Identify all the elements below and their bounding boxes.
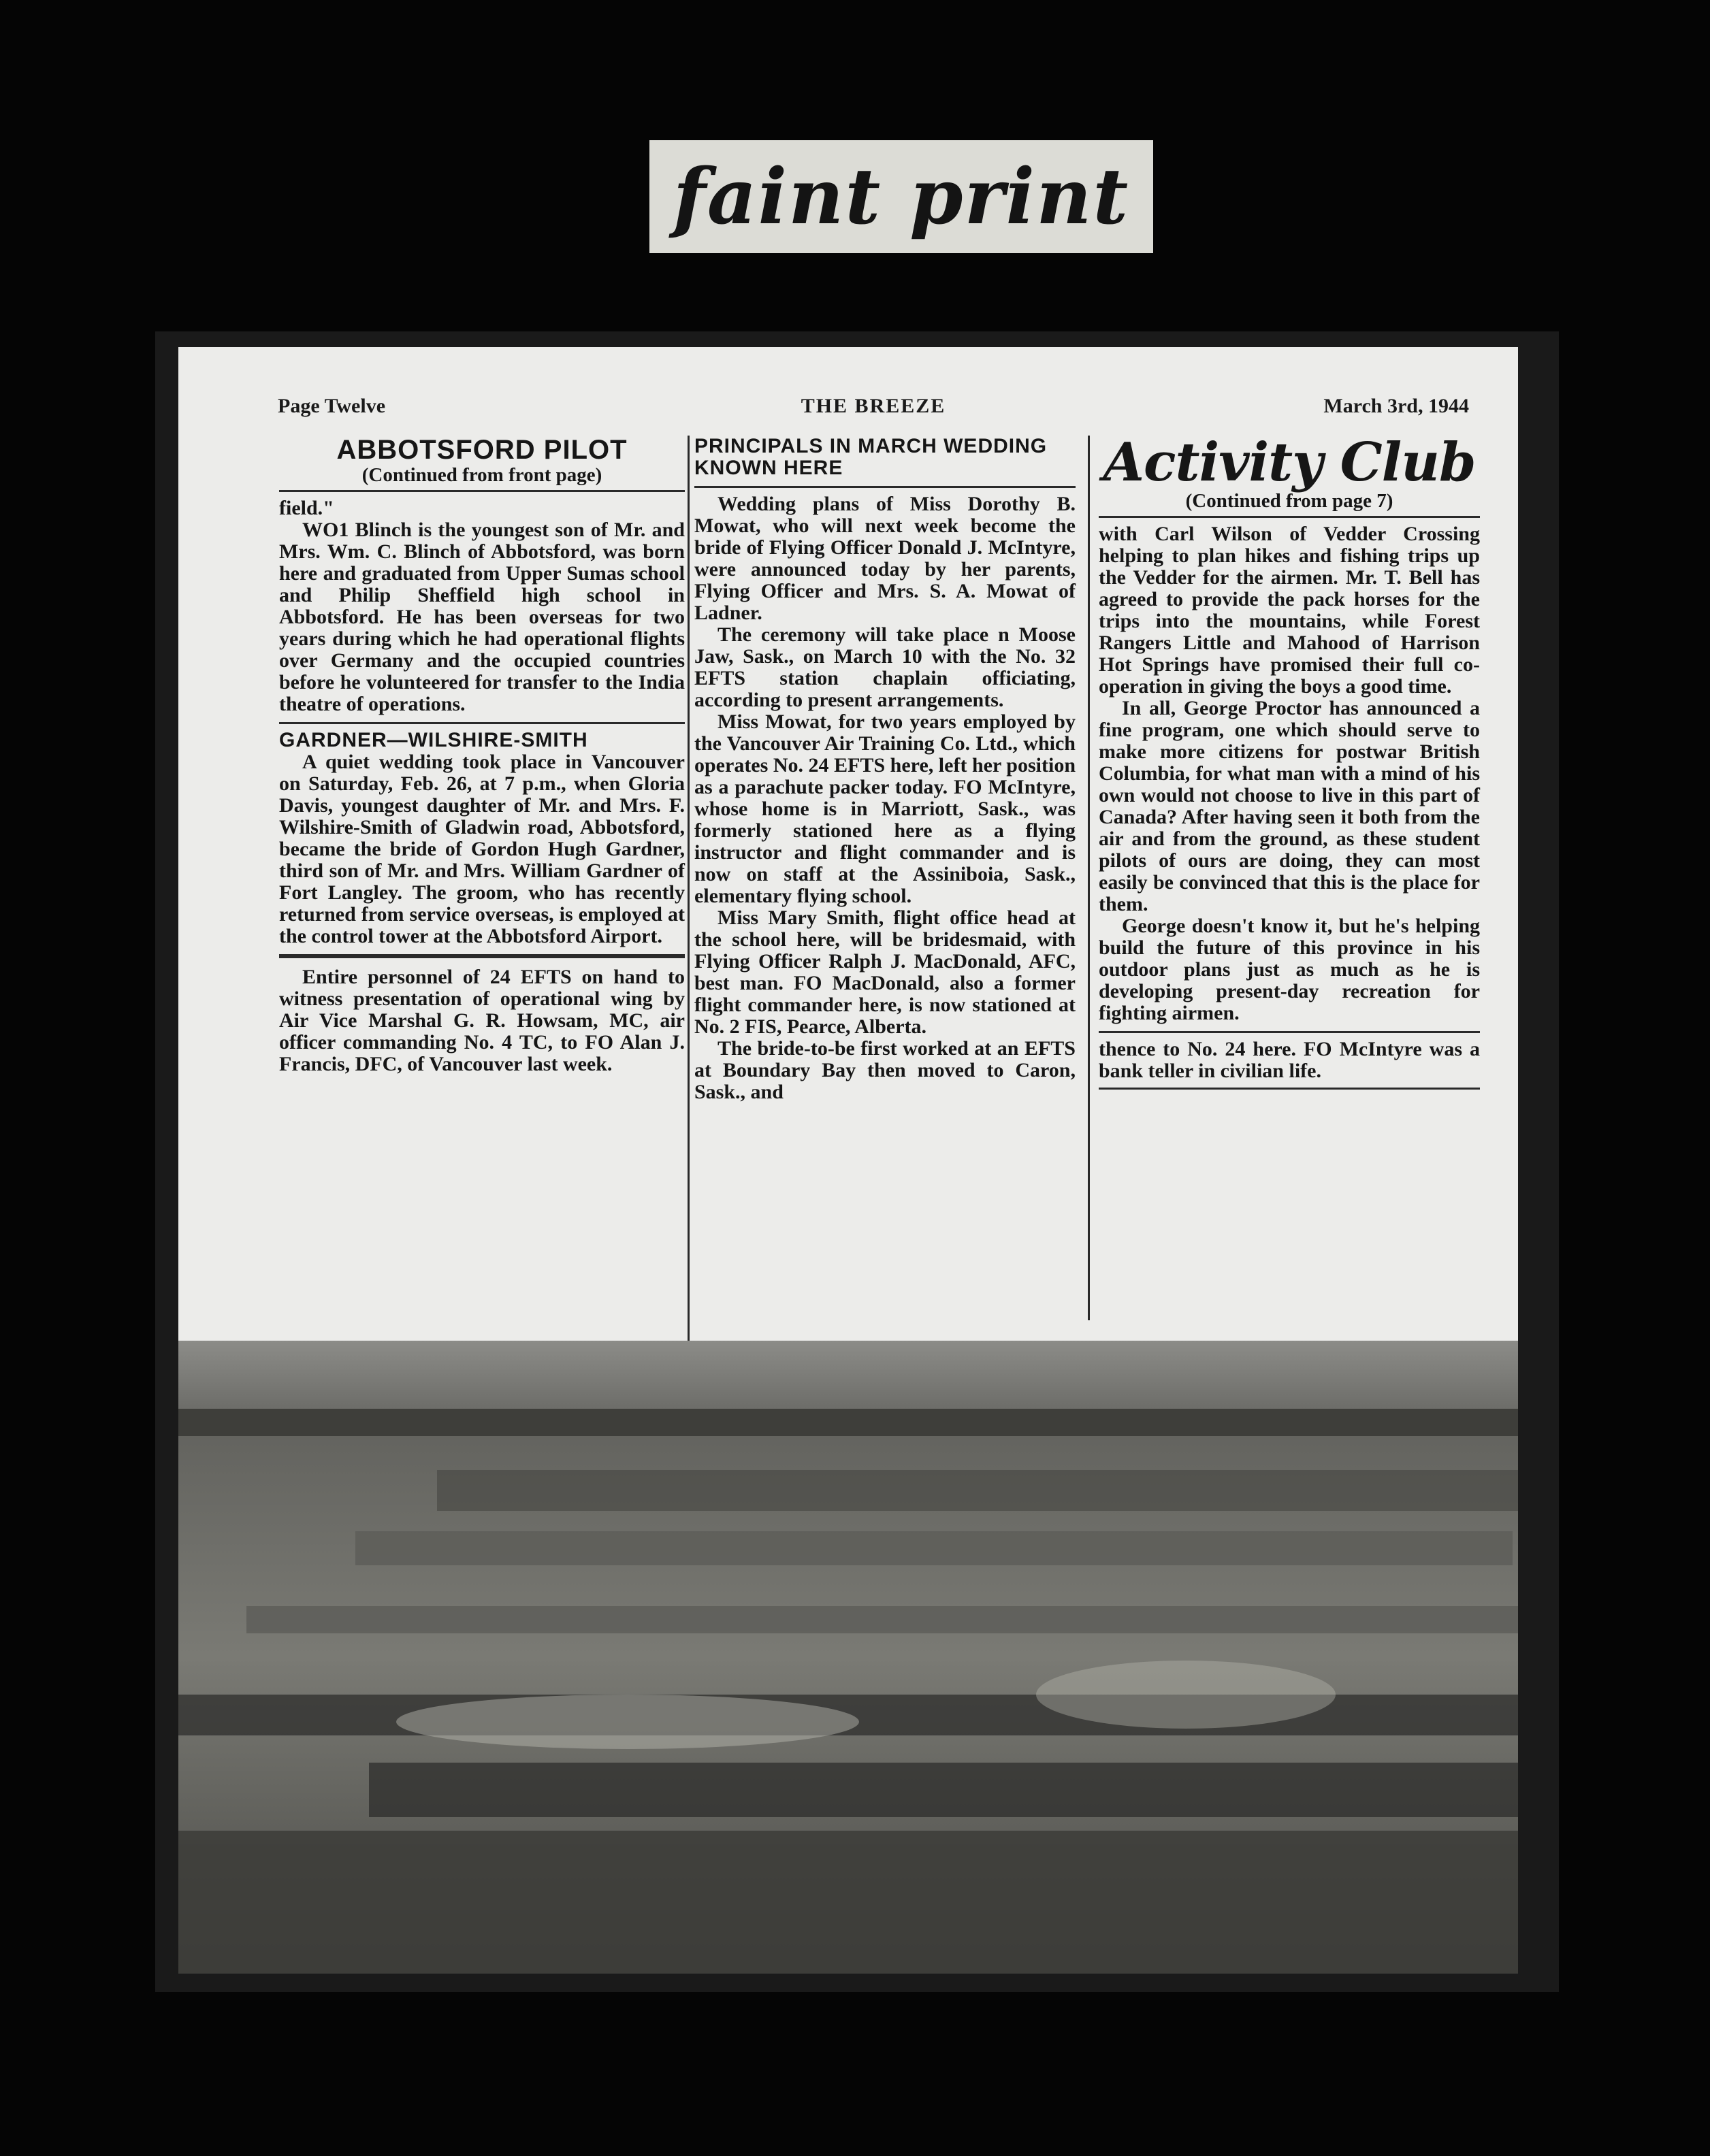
newspaper-clipping — [178, 347, 1518, 1974]
newspaper-name: THE BREEZE — [801, 395, 946, 417]
paragraph: thence to No. 24 here. FO McIntyre was a bank teller in civilian life. — [1099, 1038, 1480, 1082]
continued-note: (Continued from page 7) — [1185, 490, 1393, 512]
masthead — [278, 395, 1469, 419]
column-divider-1 — [688, 436, 690, 1348]
photo-caption: Entire personnel of 24 EFTS on hand to witness presentation of operational wing by Air Vice Marshal G. R. Howsam, MC, air officer commanding No. 4 TC, to FO Alan J. Francis, DFC, of Vancouver last week. — [279, 966, 685, 1075]
headline-gardner-wedding: GARDNER—WILSHIRE-SMITH — [279, 729, 588, 751]
column-divider-2 — [1088, 436, 1090, 1320]
headline-principals-wedding: PRINCIPALS IN MARCH WEDDING KNOWN HERE — [694, 435, 1048, 479]
headline-abbotsford-pilot: ABBOTSFORD PILOT — [336, 435, 628, 465]
paragraph: Miss Mowat, for two years employed by the Vancouver Air Training Co. Ltd., which operates No. 24 EFTS here, left her position as a parachute packer today. FO McIntyre, whose home is in Marriott, Sask., was formerly stationed here as a flying instructor and flight commander and is now on staff at the Assiniboia, Sask., elementary flying school. — [694, 710, 1076, 907]
paragraph: field." — [279, 497, 334, 519]
paragraph: WO1 Blinch is the youngest son of Mr. and Mrs. Wm. C. Blinch of Abbotsford, was born here and graduated from Upper Sumas school and Philip Sheffield high school in Abbotsford. He has been overseas for two years during which he had operational flights over Germany and the occupied countries before he volunteered for transfer to the India theatre of operations. — [279, 519, 685, 715]
paragraph: Miss Mary Smith, flight office head at the school here, will be bridesmaid, with Flying Officer Ralph J. MacDonald, AFC, best man. FO MacDonald, also a former flight commander here, is now stationed at No. 2 FIS, Pearce, Alberta. — [694, 906, 1076, 1038]
column-1 — [279, 436, 685, 1075]
paragraph: The bride-to-be first worked at an EFTS at Boundary Bay then moved to Caron, Sask., and — [694, 1037, 1076, 1103]
paragraph: Wedding plans of Miss Dorothy B. Mowat, who will next week become the bride of Flying Officer Donald J. McIntyre, were announced today by her parents, Flying Officer and Mrs. S. A. Mowat of Ladner. — [694, 493, 1076, 624]
parade-photograph — [178, 1341, 1518, 1974]
label-text: faint print — [673, 152, 1130, 242]
rule — [1099, 1088, 1480, 1090]
issue-date: March 3rd, 1944 — [1323, 395, 1469, 417]
rule — [279, 954, 685, 958]
rule — [279, 722, 685, 724]
faint-print-label — [649, 140, 1153, 253]
column-2 — [694, 436, 1076, 1103]
rule — [279, 490, 685, 492]
rule — [1099, 516, 1480, 518]
page-number: Page Twelve — [278, 395, 386, 417]
headline-activity-club: Activity Club — [1103, 431, 1476, 493]
rule — [1099, 1031, 1480, 1033]
column-3 — [1099, 431, 1480, 1095]
paragraph: George doesn't know it, but he's helping build the future of this province in his outdoor plans just as much as he is developing present-day recreation for fighting airmen. — [1099, 915, 1480, 1024]
rule — [694, 486, 1076, 488]
paragraph-bold: In all, George Proctor has announced a fine program, one which should serve to make more citizens for postwar British Columbia, for what man with a mind of his own would not choose to live in this part of Canada? After having seen it both from the air and from the ground, as these student pilots of ours are doing, they can most easily be convinced that this is the place for them. — [1099, 697, 1480, 915]
paragraph: with Carl Wilson of Vedder Crossing helping to plan hikes and fishing trips up the Vedder for the airmen. Mr. T. Bell has agreed to provide the pack horses for the trips into the mountains, while Forest Rangers Little and Mahood of Harrison Hot Springs have promised their full co-operation in giving the boys a good time. — [1099, 523, 1480, 698]
paragraph: A quiet wedding took place in Vancouver on Saturday, Feb. 26, at 7 p.m., when Gloria Davis, youngest daughter of Mr. and Mrs. F. Wilshire-Smith of Gladwin road, Abbotsford, became the bride of Gordon Hugh Gardner, third son of Mr. and Mrs. William Gardner of Fort Langley. The groom, who has recently returned from service overseas, is employed at the control tower at the Abbotsford Airport. — [279, 751, 685, 947]
continued-note: (Continued from front page) — [361, 464, 602, 486]
paragraph: The ceremony will take place n Moose Jaw, Sask., on March 10 with the No. 32 EFTS station chaplain officiating, according to present arrangements. — [694, 623, 1076, 711]
